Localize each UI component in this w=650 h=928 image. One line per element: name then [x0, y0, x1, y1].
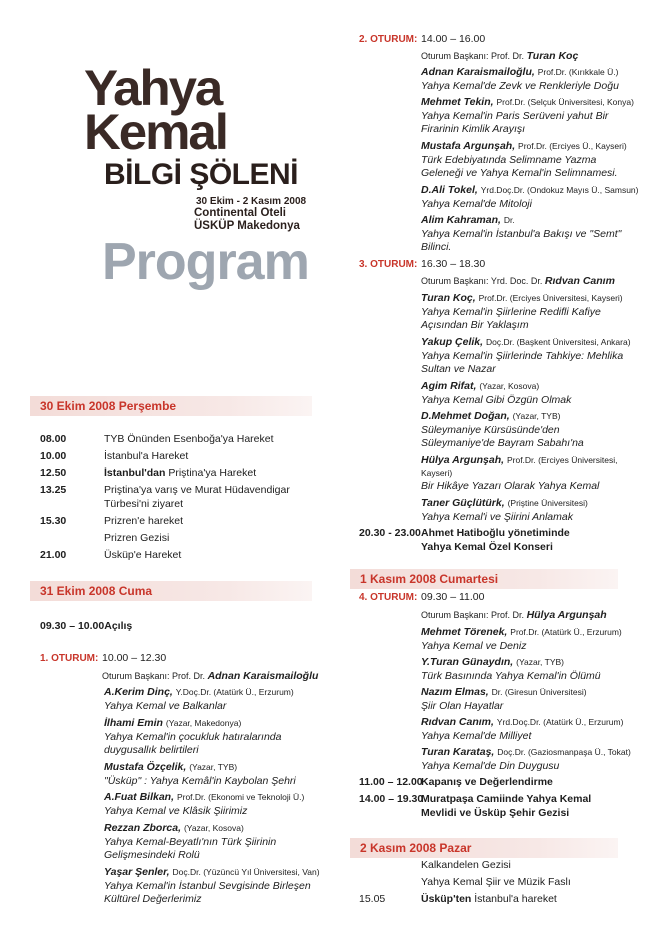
- title-yahya: Yahya: [84, 60, 222, 116]
- talk-title: Bir Hikâye Yazarı Olarak Yahya Kemal: [421, 480, 600, 492]
- list-item: 08.00 TYB Önünden Esenboğa'ya Hareket: [40, 433, 274, 445]
- talk-entry: Turan Karataş, Doç.Dr. (Gaziosmanpaşa Ü., Tokat): [421, 746, 631, 758]
- list-item: 13.25 Priştina'ya varış ve Murat Hüdavendigar: [40, 484, 290, 496]
- list-item: 15.05 Üsküp'ten İstanbul'a hareket: [359, 893, 557, 905]
- talk-affiliation: Kayseri): [421, 468, 453, 478]
- talk-title: duygusallık belirtileri: [104, 744, 199, 756]
- talk-title: Yahya Kemal'de Mitoloji: [421, 198, 532, 210]
- talk-entry: Mehmet Törenek, Prof.Dr. (Atatürk Ü., Erzurum): [421, 626, 622, 638]
- talk-entry: Mehmet Tekin, Prof.Dr. (Selçuk Üniversitesi, Konya): [421, 96, 634, 108]
- day-header-1-kasim: 1 Kasım 2008 Cumartesi: [350, 569, 618, 589]
- talk-title: Türk Edebiyatında Selimname Yazma: [421, 154, 597, 166]
- talk-entry: Mustafa Argunşah, Prof.Dr. (Erciyes Ü., Kayseri): [421, 140, 627, 152]
- session2-chair: Oturum Başkanı: Prof. Dr. Turan Koç: [421, 50, 579, 62]
- talk-title: Yahya Kemal ve Klâsik Şiirimiz: [104, 805, 248, 817]
- talk-title: Yahya Kemal'de Milliyet: [421, 730, 532, 742]
- day-header-2-kasim: 2 Kasım 2008 Pazar: [350, 838, 618, 858]
- talk-title: Yahya Kemal'i ve Şiirini Anlamak: [421, 511, 573, 523]
- talk-title: Yahya Kemal'in çocukluk hatıralarında: [104, 731, 282, 743]
- session1-header: 1. OTURUM: 10.00 – 12.30: [40, 652, 167, 664]
- talk-entry: Nazım Elmas, Dr. (Giresun Üniversitesi): [421, 686, 587, 698]
- talk-title: Açısından Bir Yaklaşım: [421, 319, 529, 331]
- day-header-30-ekim: 30 Ekim 2008 Perşembe: [30, 396, 312, 416]
- list-item: 10.00 İstanbul'a Hareket: [40, 450, 189, 462]
- talk-title: Yahya Kemal-Beyatlı'nın Türk Şiirinin: [104, 836, 277, 848]
- opening-row: 09.30 – 10.00Açılış: [40, 620, 133, 632]
- list-item-continuation: Türbesi'ni ziyaret: [104, 498, 184, 510]
- talk-entry: D.Ali Tokel, Yrd.Doç.Dr. (Ondokuz Mayıs Ü., Samsun): [421, 184, 639, 196]
- event-city: ÜSKÜP Makedonya: [194, 220, 300, 232]
- talk-entry: A.Kerim Dinç, Y.Doç.Dr. (Atatürk Ü., Erzurum): [104, 686, 294, 698]
- title-bilgi-soleni: BİLGİ ŞÖLENİ: [104, 158, 299, 191]
- talk-entry: Yaşar Şenler, Doç.Dr. (Yüzüncü Yıl Üniversitesi, Van): [104, 866, 320, 878]
- title-kemal: Kemal: [84, 104, 227, 160]
- list-item: 12.50 İstanbul'dan Priştina'ya Hareket: [40, 467, 257, 479]
- talk-title: Süleymaniye'de Bayram Sabahı'na: [421, 437, 584, 449]
- talk-entry: A.Fuat Bilkan, Prof.Dr. (Ekonomi ve Teknoloji Ü.): [104, 791, 305, 803]
- talk-title: Yahya Kemal ve Balkanlar: [104, 700, 227, 712]
- closing-row: 11.00 – 12.00 Kapanış ve Değerlendirme: [359, 776, 553, 788]
- talk-title: Bilinci.: [421, 241, 452, 253]
- mevlid-continuation: Mevlidi ve Üsküp Şehir Gezisi: [421, 807, 570, 819]
- talk-title: Süleymaniye Kürsüsünde'den: [421, 424, 560, 436]
- session2-header: 2. OTURUM: 14.00 – 16.00: [359, 33, 486, 45]
- talk-entry: İlhami Emin (Yazar, Makedonya): [104, 717, 242, 729]
- program-heading: Program: [102, 233, 309, 291]
- session4-header: 4. OTURUM: 09.30 – 11.00: [359, 591, 485, 603]
- list-item: Yahya Kemal Şiir ve Müzik Faslı: [421, 876, 571, 888]
- talk-entry: Y.Turan Günaydın, (Yazar, TYB): [421, 656, 564, 668]
- talk-entry: Rıdvan Canım, Yrd.Doç.Dr. (Atatürk Ü., Erzurum): [421, 716, 624, 728]
- talk-entry: Taner Güçlütürk, (Priştine Üniversitesi): [421, 497, 588, 509]
- talk-entry: D.Mehmet Doğan, (Yazar, TYB): [421, 410, 561, 422]
- talk-entry: Agim Rifat, (Yazar, Kosova): [421, 380, 540, 392]
- talk-title: Yahya Kemal'in İstanbul'a Bakışı ve "Semt": [421, 228, 622, 240]
- title-block: [84, 60, 309, 291]
- event-dates: 30 Ekim - 2 Kasım 2008: [196, 196, 307, 207]
- session3-chair: Oturum Başkanı: Yrd. Doc. Dr. Rıdvan Canım: [421, 275, 615, 287]
- talk-entry: Yakup Çelik, Doç.Dr. (Başkent Üniversitesi, Ankara): [421, 336, 631, 348]
- talk-title: Firarinin Kimlik Arayışı: [421, 123, 526, 135]
- talk-title: Yahya Kemal'in Şiirlerinde Tahkiye: Mehlika: [421, 350, 624, 362]
- talk-title: Yahya Kemal Gibi Özgün Olmak: [421, 394, 572, 406]
- talk-entry: Rezzan Zborca, (Yazar, Kosova): [104, 822, 244, 834]
- talk-entry: Hülya Argunşah, Prof.Dr. (Erciyes Üniversitesi,: [421, 454, 618, 466]
- talk-title: Geleneği ve Yahya Kemal'in Selimnamesi.: [421, 167, 618, 179]
- session1-chair: Oturum Başkanı: Prof. Dr. Adnan Karaismailoğlu: [102, 670, 319, 682]
- talk-entry: Mustafa Özçelik, (Yazar, TYB): [104, 761, 238, 773]
- talk-title: "Üsküp" : Yahya Kemâl'in Kaybolan Şehri: [104, 775, 296, 787]
- mevlid-row: 14.00 – 19.30 Muratpaşa Camiinde Yahya Kemal: [359, 793, 592, 805]
- talk-entry: Adnan Karaismailoğlu, Prof.Dr. (Kırıkkale Ü.): [421, 66, 619, 78]
- session3-header: 3. OTURUM: 16.30 – 18.30: [359, 258, 486, 270]
- concert-row: 20.30 - 23.00 Ahmet Hatiboğlu yönetiminde: [359, 527, 570, 539]
- talk-entry: Turan Koç, Prof.Dr. (Erciyes Üniversitesi, Kayseri): [421, 292, 623, 304]
- talk-title: Türk Basınında Yahya Kemal'in Ölümü: [421, 670, 601, 682]
- talk-title: Kültürel Değerlerimiz: [104, 893, 202, 905]
- list-item: 21.00 Üsküp'e Hareket: [40, 549, 182, 561]
- list-item: Kalkandelen Gezisi: [421, 859, 511, 871]
- talk-title: Yahya Kemal'de Zevk ve Renkleriyle Doğu: [421, 80, 619, 92]
- session4-chair: Oturum Başkanı: Prof. Dr. Hülya Argunşah: [421, 609, 607, 621]
- list-item: 15.30 Prizren'e hareket: [40, 515, 184, 527]
- talk-title: Yahya Kemal'in Şiirlerine Redifli Kafiye: [421, 306, 601, 318]
- talk-title: Yahya Kemal'in İstanbul Sevgisinde Birleşen: [104, 880, 311, 892]
- list-item: Prizren Gezisi: [104, 532, 170, 544]
- concert-title: Yahya Kemal Özel Konseri: [421, 541, 553, 553]
- talk-title: Yahya Kemal ve Deniz: [421, 640, 527, 652]
- day-header-31-ekim: 31 Ekim 2008 Cuma: [30, 581, 312, 601]
- talk-title: Yahya Kemal'de Din Duygusu: [421, 760, 560, 772]
- talk-title: Gelişmesindeki Rolü: [104, 849, 200, 861]
- talk-entry: Alim Kahraman, Dr.: [421, 214, 515, 226]
- event-venue: Continental Oteli: [194, 207, 286, 219]
- talk-title: Şiir Olan Hayatlar: [421, 700, 504, 712]
- talk-title: Sultan ve Nazar: [421, 363, 496, 375]
- talk-title: Yahya Kemal'in Paris Serüveni yahut Bir: [421, 110, 609, 122]
